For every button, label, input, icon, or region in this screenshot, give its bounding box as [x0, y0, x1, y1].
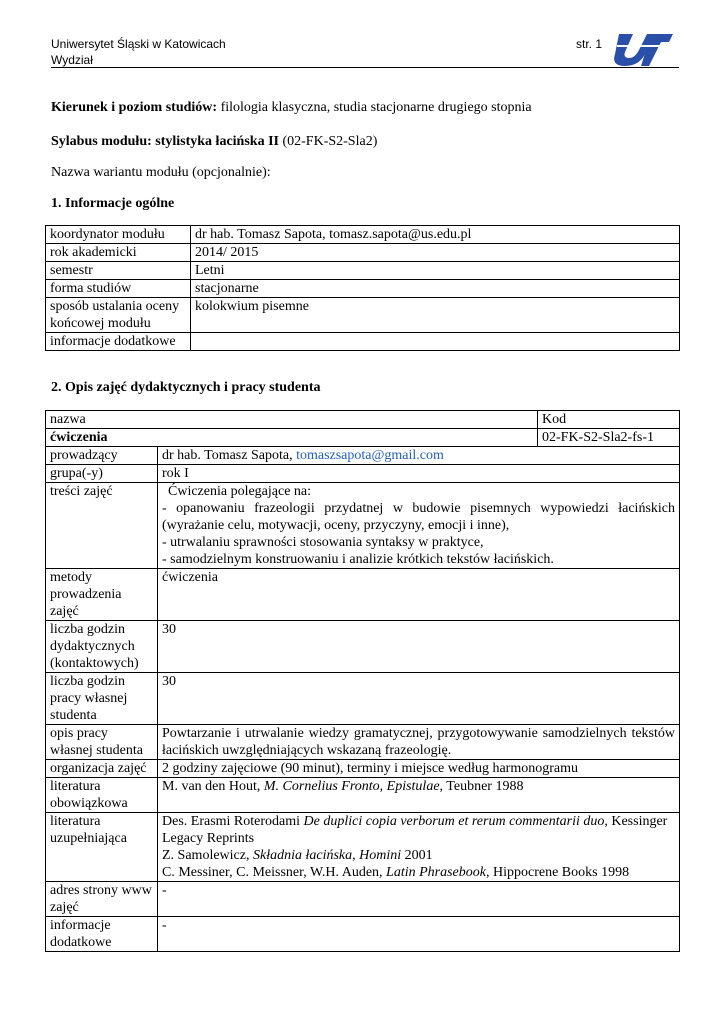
table-row: [46, 569, 680, 621]
table-row: [46, 226, 680, 244]
row-label: literatura uzupełniająca: [46, 813, 158, 882]
row-value: kolokwium pisemne: [191, 298, 680, 333]
page-number: str. 1: [576, 37, 603, 51]
literature-item: Des. Erasmi Roterodami De duplici copia verborum et rerum commentarii duo, Kessinger Legacy Reprints: [162, 814, 668, 846]
row-label: informacje dodatkowe: [46, 917, 158, 952]
table-row: [46, 244, 680, 262]
row-label: organizacja zajęć: [46, 760, 158, 778]
table-row: [46, 280, 680, 298]
university-name: Uniwersytet Śląski w Katowicach: [51, 37, 226, 51]
code-header: Kod: [538, 411, 680, 429]
table-row: [46, 483, 680, 569]
class-code: 02-FK-S2-Sla2-fs-1: [538, 429, 680, 447]
table-row: [46, 429, 680, 447]
row-value: ćwiczenia: [158, 569, 680, 621]
table-row: [46, 465, 680, 483]
university-logo: [611, 32, 673, 68]
row-value: dr hab. Tomasz Sapota, tomaszsapota@gmail.com: [158, 447, 680, 465]
row-value: M. van den Hout, M. Cornelius Fronto, Epistulae, Teubner 1988: [158, 778, 680, 813]
row-value: 30: [158, 621, 680, 673]
row-label: liczba godzin dydaktycznych (kontaktowych): [46, 621, 158, 673]
row-label: sposób ustalania oceny końcowej modułu: [46, 298, 191, 333]
table-row: [46, 447, 680, 465]
row-label: opis pracy własnej studenta: [46, 725, 158, 760]
row-label: semestr: [46, 262, 191, 280]
module-name-table: [45, 410, 680, 447]
general-info-table: [45, 225, 680, 351]
row-value: 30: [158, 673, 680, 725]
table-row: [46, 778, 680, 813]
row-label: informacje dodatkowe: [46, 333, 191, 351]
row-label: prowadzący: [46, 447, 158, 465]
table-row: [46, 882, 680, 917]
row-label: liczba godzin pracy własnej studenta: [46, 673, 158, 725]
lecturer-email-link[interactable]: tomaszsapota@gmail.com: [296, 448, 444, 463]
row-value: -: [158, 917, 680, 952]
table-row: [46, 298, 680, 333]
row-label: forma studiów: [46, 280, 191, 298]
table-row: [46, 725, 680, 760]
variant-name: Nazwa wariantu modułu (opcjonalnie):: [51, 165, 271, 180]
class-details-table: [45, 446, 680, 952]
field-of-study: Kierunek i poziom studiów: filologia klasyczna, studia stacjonarne drugiego stopnia: [51, 100, 532, 115]
row-label: rok akademicki: [46, 244, 191, 262]
faculty-name: Wydział: [51, 53, 93, 67]
row-value: rok I: [158, 465, 680, 483]
row-value: Letni: [191, 262, 680, 280]
syllabus-title: Sylabus modułu: stylistyka łacińska II (02-FK-S2-Sla2): [51, 134, 378, 149]
row-value: Powtarzanie i utrwalanie wiedzy gramatycznej, przygotowywanie samodzielnych tekstów łacińskich uwzględniających wskazaną frazeologię.: [158, 725, 680, 760]
table-row: [46, 917, 680, 952]
table-row: [46, 760, 680, 778]
row-value: 2 godziny zajęciowe (90 minut), terminy i miejsce według harmonogramu: [158, 760, 680, 778]
row-value: -: [158, 882, 680, 917]
row-label: treści zajęć: [46, 483, 158, 569]
literature-item: Z. Samolewicz, Składnia łacińska, Homini 2001: [162, 848, 433, 863]
class-name: ćwiczenia: [46, 429, 538, 447]
table-row: [46, 333, 680, 351]
row-value: [158, 813, 680, 882]
row-label: grupa(-y): [46, 465, 158, 483]
name-header: nazwa: [46, 411, 538, 429]
header-divider: [51, 67, 679, 68]
row-value: Ćwiczenia polegające na: - opanowaniu frazeologii przydatnej w budowie pisemnych wypowiedzi łacińskich (wyrażanie celu, motywacji, oceny, przyczyny, emocji i inne), - utrwalaniu sprawności stosowania syntaksy w praktyce, - samodzielnym konstruowaniu i analizie krótkich tekstów łacińskich.: [158, 483, 680, 569]
row-value: 2014/ 2015: [191, 244, 680, 262]
table-row: [46, 673, 680, 725]
page-header: [51, 36, 226, 68]
section-1-title: 1. Informacje ogólne: [51, 196, 175, 211]
row-label: koordynator modułu: [46, 226, 191, 244]
row-label: literatura obowiązkowa: [46, 778, 158, 813]
literature-item: C. Messiner, C. Meissner, W.H. Auden, Latin Phrasebook, Hippocrene Books 1998: [162, 865, 630, 880]
table-row: [46, 262, 680, 280]
section-2-title: 2. Opis zajęć dydaktycznych i pracy studenta: [51, 380, 321, 395]
table-row: [46, 813, 680, 882]
row-value: stacjonarne: [191, 280, 680, 298]
row-value: dr hab. Tomasz Sapota, tomasz.sapota@us.edu.pl: [191, 226, 680, 244]
row-label: metody prowadzenia zajęć: [46, 569, 158, 621]
table-row: [46, 621, 680, 673]
table-row: [46, 411, 680, 429]
row-label: adres strony www zajęć: [46, 882, 158, 917]
row-value: [191, 333, 680, 351]
